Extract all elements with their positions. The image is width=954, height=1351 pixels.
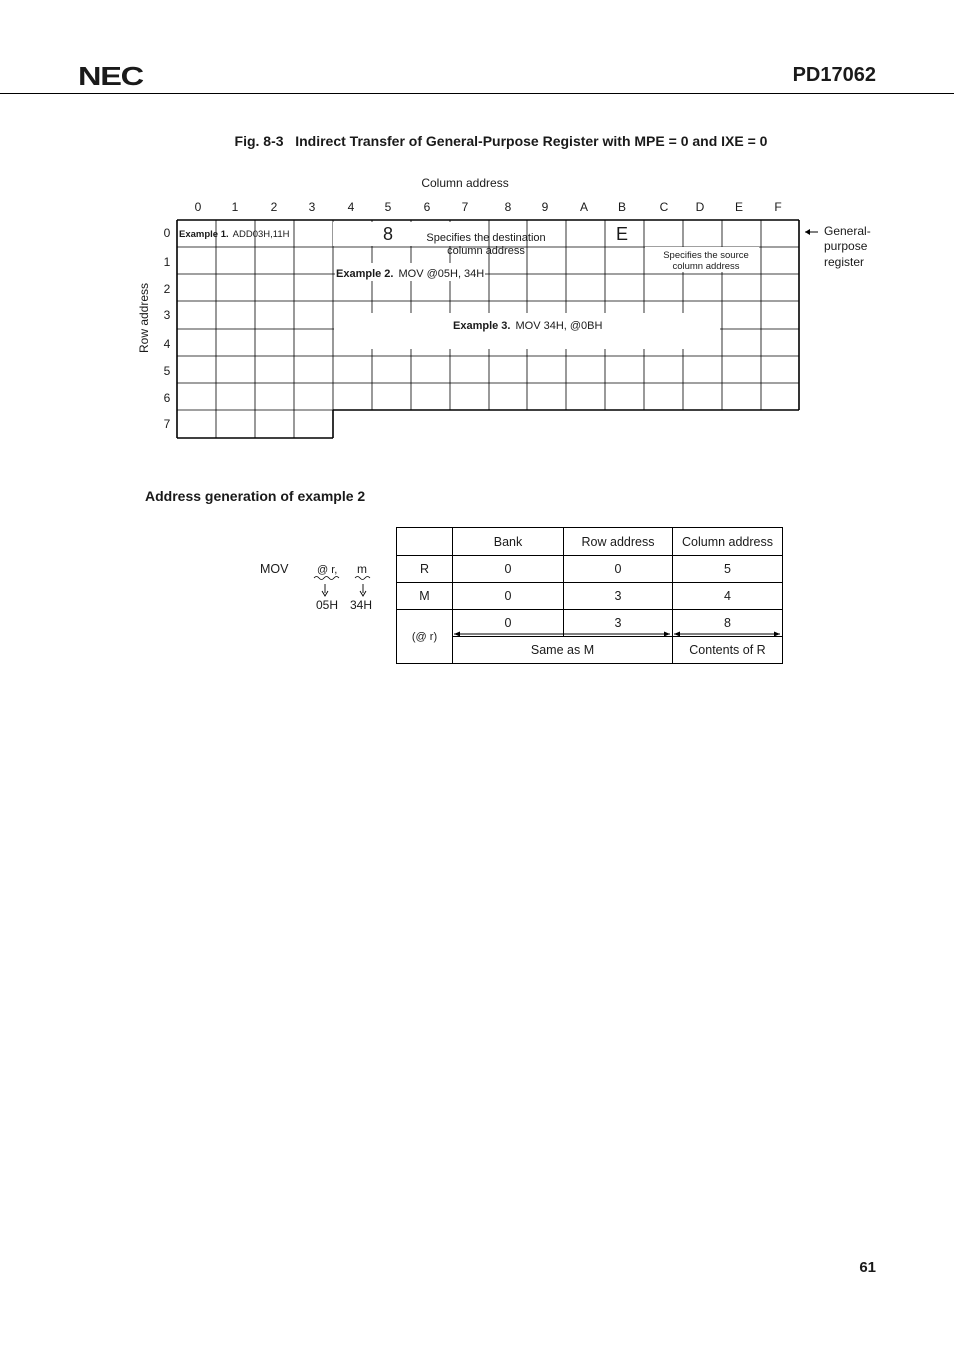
table-cell: 3	[564, 610, 673, 637]
instruction-breakdown	[250, 555, 390, 615]
table-cell: 0	[453, 556, 564, 583]
operand-r: @ r,	[317, 564, 338, 576]
register-diagram	[0, 0, 954, 470]
column-label: A	[579, 200, 589, 214]
column-label: 2	[270, 200, 278, 214]
row-labels	[164, 226, 171, 431]
page-number: 61	[859, 1259, 876, 1276]
column-label: 9	[541, 200, 549, 214]
table-header-row	[397, 528, 783, 556]
wavy-underline-m	[355, 577, 370, 580]
value-05h: 05H	[316, 598, 339, 612]
column-label: 1	[231, 200, 239, 214]
table-cell: M	[397, 583, 453, 610]
dest-note-line1: Specifies the destination	[426, 232, 546, 244]
table-cell: 4	[673, 583, 783, 610]
row-label: 0	[163, 226, 171, 240]
column-label: 6	[423, 200, 431, 214]
table-header-cell	[397, 528, 453, 556]
cell-value-8: 8	[382, 224, 394, 244]
register-label-1: General-	[824, 224, 871, 238]
column-label: 0	[194, 200, 202, 214]
register-label-3: register	[824, 255, 865, 269]
column-label: 5	[384, 200, 392, 214]
column-label: E	[734, 200, 744, 214]
row-label: 1	[163, 255, 171, 269]
part-number: PD17062	[792, 64, 876, 86]
row-axis-label: Row address	[137, 282, 151, 354]
address-generation-heading: Address generation of example 2	[145, 488, 366, 504]
register-arrow-head	[805, 229, 810, 235]
span-arrow-left	[454, 632, 460, 637]
operand-m: m	[357, 562, 367, 576]
mnemonic: MOV	[260, 562, 289, 576]
wavy-underline-r	[314, 577, 339, 580]
column-axis-label: Column address	[421, 176, 509, 190]
column-label: 4	[347, 200, 355, 214]
table-cell: R	[397, 556, 453, 583]
contents-of-r-note: Contents of R	[673, 637, 783, 664]
table-cell: 5	[673, 556, 783, 583]
row-label: 7	[163, 417, 171, 431]
row-label: 6	[163, 391, 171, 405]
table-row	[397, 583, 783, 610]
column-label: C	[659, 200, 669, 214]
src-note-line1: Specifies the source	[663, 250, 749, 261]
column-label: 3	[308, 200, 316, 214]
column-label: 8	[504, 200, 512, 214]
cell-value-e: E	[615, 224, 629, 244]
table-cell: 3	[564, 583, 673, 610]
table-span-arrows	[450, 628, 790, 640]
dest-note-line2: column address	[447, 245, 525, 257]
table-header-cell: Row address	[564, 528, 673, 556]
span-arrow-right	[664, 632, 670, 637]
column-label: B	[617, 200, 627, 214]
example2-label: Example 2. MOV @05H, 34H	[336, 268, 485, 280]
table-cell: 0	[564, 556, 673, 583]
nec-logo: NEC	[78, 61, 143, 91]
column-label: D	[695, 200, 705, 214]
value-34h: 34H	[350, 598, 373, 612]
table-cell: 0	[453, 610, 564, 637]
example3-label: Example 3. MOV 34H, @0BH	[453, 320, 603, 332]
address-table	[396, 527, 783, 664]
example1-label: Example 1. ADD03H,11H	[179, 229, 290, 240]
table-cell: 8	[673, 610, 783, 637]
row-label: 3	[163, 308, 171, 322]
table-cell: 0	[453, 583, 564, 610]
same-as-m-note: Same as M	[453, 637, 673, 664]
column-labels	[195, 200, 782, 214]
src-note-line2: column address	[672, 261, 740, 272]
span-arrow-right-2	[774, 632, 780, 637]
table-cell: (@ r)	[397, 610, 453, 664]
figure-title: Fig. 8-3 Indirect Transfer of General-Purpose Register with MPE = 0 and IXE = 0	[234, 133, 768, 149]
row-label: 2	[163, 282, 171, 296]
table-note-row	[397, 637, 783, 664]
span-arrow-left-2	[674, 632, 680, 637]
row-label: 4	[163, 337, 171, 351]
table-row	[397, 556, 783, 583]
column-label: 7	[461, 200, 469, 214]
table-header-cell: Bank	[453, 528, 564, 556]
table-header-cell: Column address	[673, 528, 783, 556]
row-label: 5	[163, 364, 171, 378]
register-label-2: purpose	[824, 239, 868, 253]
column-label: F	[774, 200, 782, 214]
